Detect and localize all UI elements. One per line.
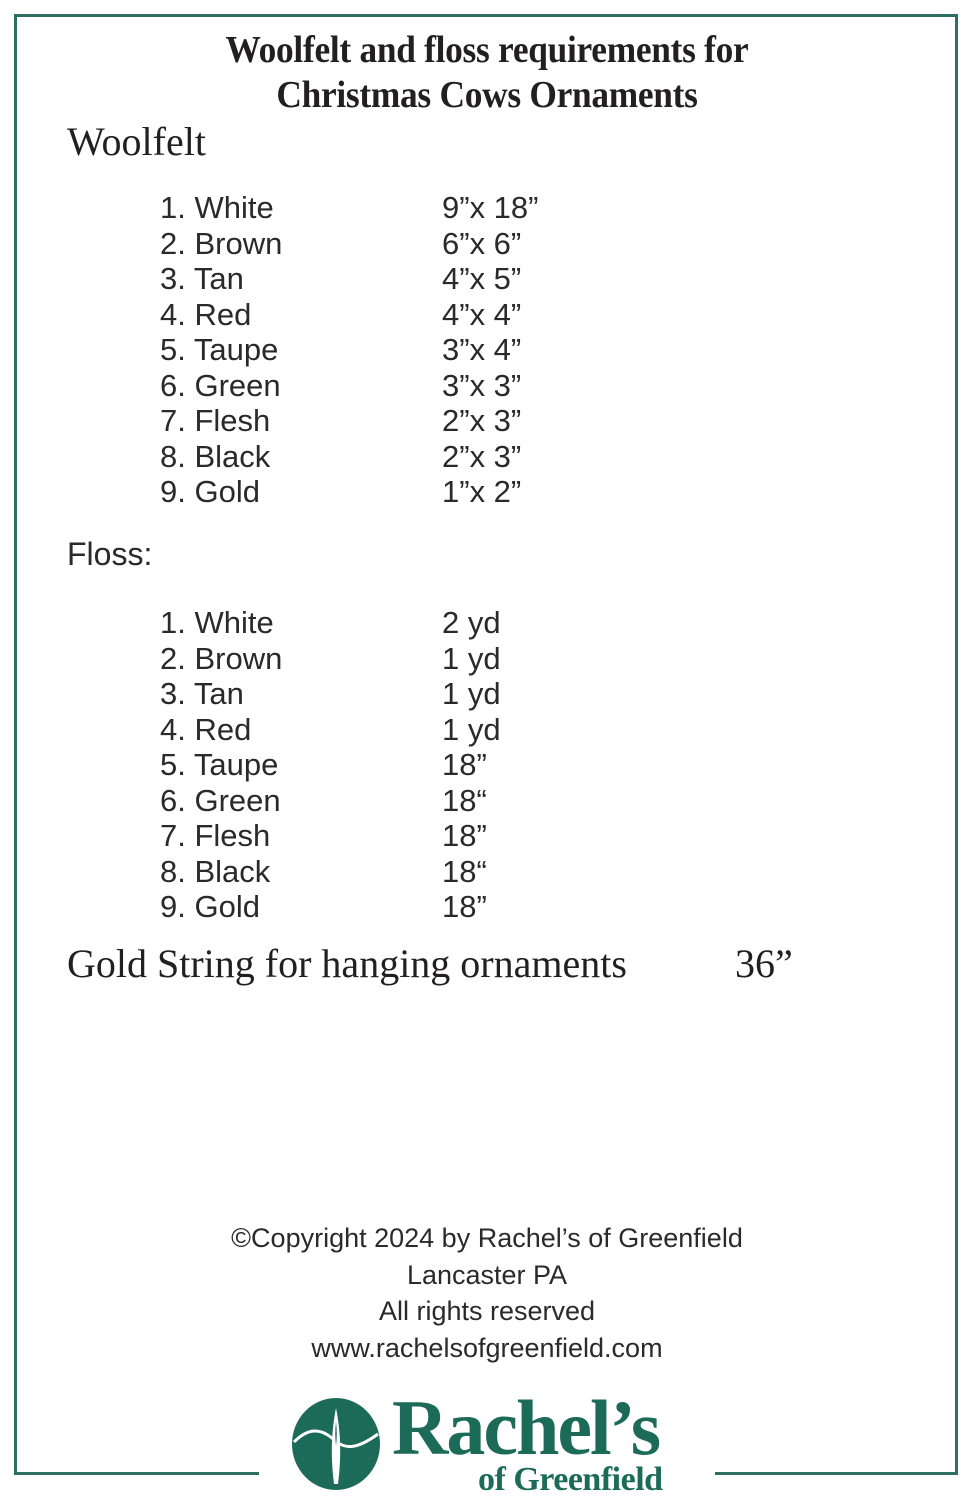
item-qty: 1 yd: [442, 711, 501, 747]
location-text: Lancaster PA: [406, 1259, 568, 1290]
item-qty: 1”x 2”: [442, 474, 522, 509]
item-name: 8. Black: [160, 853, 271, 889]
frame-border-bottom-right: [715, 1472, 958, 1475]
copyright-footer: [0, 1220, 974, 1366]
item-name: 1. White: [160, 190, 274, 225]
copyright-text: ©Copyright 2024 by Rachel’s of Greenfield: [231, 1223, 743, 1253]
item-name: 3. Tan: [160, 261, 244, 296]
item-name: 9. Gold: [160, 474, 260, 509]
item-qty: 2 yd: [442, 605, 501, 640]
gold-string-requirement: [67, 940, 793, 988]
item-qty: 2”x 3”: [442, 403, 522, 438]
item-qty: 18”: [442, 747, 487, 782]
item-qty: 18“: [442, 782, 487, 818]
rights-text: All rights reserved: [378, 1296, 596, 1326]
logo-wordmark: Rachel’s: [392, 1384, 660, 1471]
item-name: 2. Brown: [160, 640, 283, 676]
item-qty: 3”x 3”: [442, 367, 522, 403]
item-name: 5. Taupe: [160, 332, 279, 367]
item-name: 6. Green: [160, 782, 281, 818]
frame-border-top: [14, 14, 958, 17]
item-name: 7. Flesh: [160, 818, 271, 853]
logo-subtitle: of Greenfield: [478, 1461, 663, 1498]
page-title-line-2: Christmas Cows Ornaments: [276, 74, 698, 116]
item-name: 5. Taupe: [160, 747, 279, 782]
item-name: 4. Red: [160, 296, 252, 332]
frame-border-bottom-left: [14, 1472, 259, 1475]
item-qty: 18”: [442, 818, 487, 853]
item-qty: 18”: [442, 889, 487, 924]
item-name: 7. Flesh: [160, 403, 271, 438]
page-title-line-1: Woolfelt and floss requirements for: [225, 29, 749, 71]
needle-thread-circle-icon: [290, 1398, 382, 1490]
item-name: 9. Gold: [160, 889, 260, 924]
item-name: 1. White: [160, 605, 274, 640]
item-qty: 1 yd: [442, 640, 501, 676]
floss-heading: Floss:: [67, 536, 153, 572]
item-qty: 3”x 4”: [442, 332, 522, 367]
website-link[interactable]: www.rachelsofgreenfield.com: [311, 1332, 663, 1363]
item-qty: 6”x 6”: [442, 225, 522, 261]
item-qty: 18“: [442, 853, 487, 889]
item-name: 8. Black: [160, 438, 271, 474]
item-qty: 1 yd: [442, 676, 501, 711]
item-qty: 9”x 18”: [442, 190, 539, 225]
item-qty: 4”x 5”: [442, 261, 522, 296]
woolfelt-heading: Woolfelt: [67, 119, 206, 164]
gold-string-qty: 36”: [735, 941, 793, 986]
brand-logo: [290, 1384, 690, 1500]
gold-string-label: Gold String for hanging ornaments: [67, 941, 627, 986]
item-name: 6. Green: [160, 367, 281, 403]
item-name: 4. Red: [160, 711, 252, 747]
item-qty: 4”x 4”: [442, 296, 522, 332]
item-qty: 2”x 3”: [442, 438, 522, 474]
item-name: 2. Brown: [160, 225, 283, 261]
item-name: 3. Tan: [160, 676, 244, 711]
